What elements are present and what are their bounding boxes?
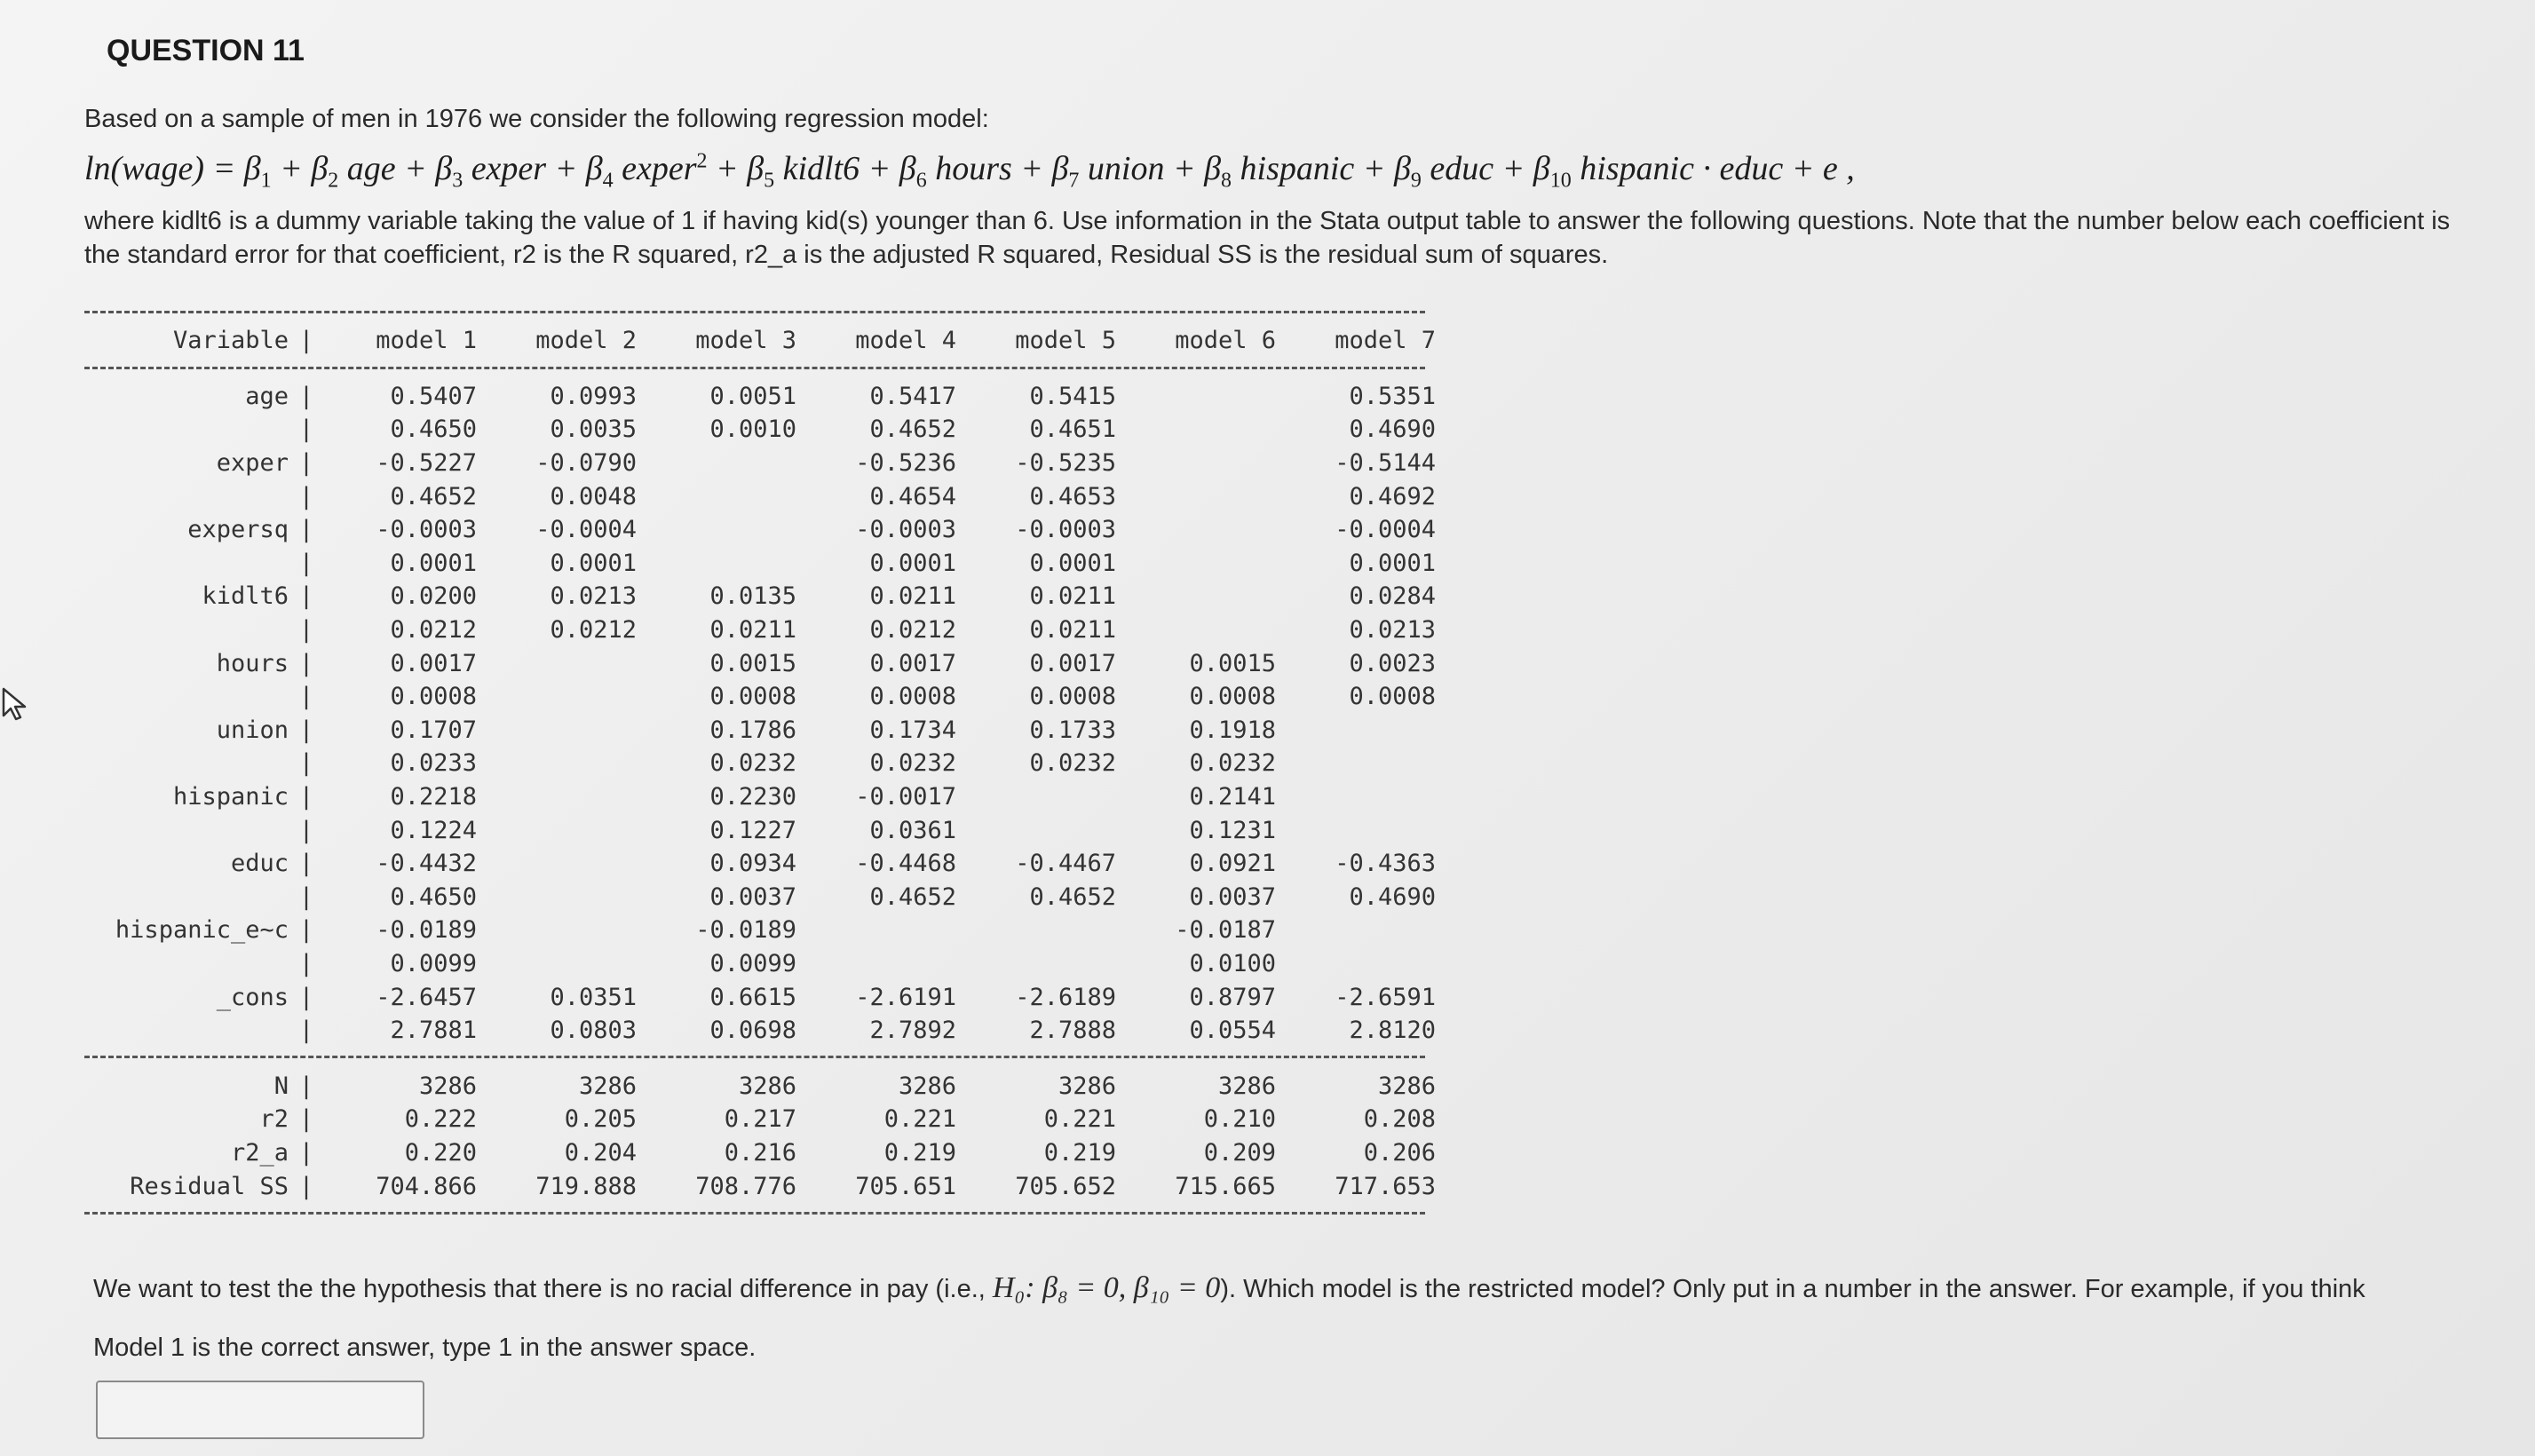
cell-model-4: 0.4652 bbox=[869, 415, 956, 444]
cell-model-6: 0.8797 bbox=[1189, 983, 1276, 1011]
cell-model-2 bbox=[477, 914, 637, 947]
column-separator: | bbox=[298, 482, 314, 510]
cell-model-3: 708.776 bbox=[695, 1172, 796, 1200]
cell-model-3: 3286 bbox=[738, 1072, 796, 1100]
cell-model-2: 0.0001 bbox=[550, 549, 637, 577]
cell-model-4: 0.4654 bbox=[869, 482, 956, 510]
cell-model-7 bbox=[1276, 780, 1436, 814]
cell-model-2: 0.205 bbox=[564, 1105, 637, 1134]
column-separator: | bbox=[298, 1105, 314, 1134]
cell-model-7: 0.4690 bbox=[1349, 415, 1436, 444]
column-separator: | bbox=[298, 582, 314, 611]
cell-model-4: -0.0003 bbox=[855, 516, 956, 544]
cell-model-7: 0.206 bbox=[1363, 1138, 1436, 1167]
cell-model-3: 0.0211 bbox=[709, 616, 796, 645]
cell-model-4: 0.0212 bbox=[869, 616, 956, 645]
row-variable-label bbox=[84, 881, 296, 914]
cell-model-1: 0.2218 bbox=[390, 783, 477, 811]
cell-model-6: 3286 bbox=[1217, 1072, 1276, 1100]
cell-model-5: 3286 bbox=[1058, 1072, 1116, 1100]
cell-model-7: 3286 bbox=[1377, 1072, 1436, 1100]
cell-model-3: 0.0037 bbox=[709, 882, 796, 911]
regression-equation: ln(wage) = $\beta_1 + \beta_2$ age + $\beta_3$ exper + $\beta_4$ exper$^2$ + $\beta_5$ kidlt6 + $\beta_6$ hours + $\beta_7$ union + $\beta_8$ hispanic + $\beta_9$ educ + $\beta_{10}$ hispanic · educ + e , bbox=[84, 149, 1855, 193]
row-variable-label: hispanic_e~c bbox=[115, 916, 289, 945]
cell-model-7: 0.0008 bbox=[1349, 683, 1436, 711]
table-row bbox=[84, 447, 1436, 480]
row-variable-label: kidlt6 bbox=[202, 582, 289, 611]
column-separator: | bbox=[298, 949, 314, 977]
cell-model-7: -0.4363 bbox=[1335, 850, 1436, 878]
cell-model-7 bbox=[1276, 947, 1436, 981]
cell-model-3: 0.1227 bbox=[709, 816, 796, 844]
cell-model-3: 0.0099 bbox=[709, 949, 796, 977]
cell-model-7 bbox=[1276, 714, 1436, 748]
cell-model-3: 0.6615 bbox=[709, 983, 796, 1011]
table-row bbox=[84, 1136, 1436, 1170]
question-intro: Based on a sample of men in 1976 we consider the following regression model: bbox=[84, 105, 989, 133]
cell-model-1: 0.0200 bbox=[390, 582, 477, 611]
cell-model-2: 0.0035 bbox=[550, 415, 637, 444]
column-separator: | bbox=[298, 649, 314, 677]
cell-model-6: 0.0554 bbox=[1189, 1017, 1276, 1045]
cell-model-1: -0.0003 bbox=[376, 516, 477, 544]
cell-model-3: 0.0698 bbox=[709, 1017, 796, 1045]
table-row bbox=[84, 1169, 1436, 1203]
cell-model-2: 0.0993 bbox=[550, 382, 637, 410]
cell-model-2: 0.0351 bbox=[550, 983, 637, 1011]
column-separator: | bbox=[298, 516, 314, 544]
cell-model-4: -0.5236 bbox=[855, 449, 956, 478]
cell-model-1: 0.0233 bbox=[390, 749, 477, 778]
row-variable-label: N bbox=[273, 1072, 289, 1100]
cell-model-1: -2.6457 bbox=[376, 983, 477, 1011]
mouse-cursor-icon bbox=[0, 685, 32, 721]
row-variable-label: age bbox=[245, 382, 289, 410]
cell-model-1: -0.5227 bbox=[376, 449, 477, 478]
cell-model-2 bbox=[477, 680, 637, 714]
column-separator: | bbox=[298, 749, 314, 778]
cell-model-5: 0.0211 bbox=[1029, 616, 1116, 645]
cell-model-4: 0.0232 bbox=[869, 749, 956, 778]
table-row bbox=[84, 780, 1436, 814]
table-row bbox=[84, 646, 1436, 680]
table-row bbox=[84, 513, 1436, 547]
cell-model-7: -0.0004 bbox=[1335, 516, 1436, 544]
cell-model-3: 0.216 bbox=[724, 1138, 796, 1167]
cell-model-3 bbox=[637, 513, 796, 547]
row-variable-label bbox=[84, 1014, 296, 1048]
cell-model-7 bbox=[1276, 813, 1436, 847]
cell-model-5: -0.4467 bbox=[1015, 850, 1116, 878]
cell-model-2: 0.0213 bbox=[550, 582, 637, 611]
cell-model-7: -0.5144 bbox=[1335, 449, 1436, 478]
cell-model-7 bbox=[1276, 914, 1436, 947]
cell-model-2 bbox=[477, 714, 637, 748]
row-variable-label bbox=[84, 413, 296, 447]
cell-model-3: 0.0010 bbox=[709, 415, 796, 444]
cell-model-5: 0.0211 bbox=[1029, 582, 1116, 611]
hypothesis-instruction: Model 1 is the correct answer, type 1 in the answer space. bbox=[93, 1333, 757, 1362]
table-row bbox=[84, 1069, 1436, 1103]
cell-model-5: 0.4651 bbox=[1029, 415, 1116, 444]
table-row bbox=[84, 947, 1436, 981]
cell-model-2 bbox=[477, 813, 637, 847]
row-variable-label: r2_a bbox=[230, 1138, 289, 1167]
header-model-2: model 2 bbox=[535, 327, 637, 355]
cell-model-1: 2.7881 bbox=[390, 1017, 477, 1045]
cell-model-6: 0.209 bbox=[1203, 1138, 1276, 1167]
answer-input[interactable] bbox=[96, 1381, 424, 1439]
cell-model-4: 0.0017 bbox=[869, 649, 956, 677]
cell-model-4: 0.221 bbox=[883, 1105, 956, 1134]
cell-model-5 bbox=[956, 813, 1116, 847]
cell-model-1: -0.0189 bbox=[376, 916, 477, 945]
cell-model-5: 705.652 bbox=[1015, 1172, 1116, 1200]
cell-model-1: 0.0008 bbox=[390, 683, 477, 711]
cell-model-6 bbox=[1116, 447, 1276, 480]
cell-model-4: 3286 bbox=[898, 1072, 956, 1100]
cell-model-3: 0.2230 bbox=[709, 783, 796, 811]
cell-model-1: 704.866 bbox=[376, 1172, 477, 1200]
cell-model-3 bbox=[637, 479, 796, 513]
cell-model-6: 0.0008 bbox=[1189, 683, 1276, 711]
cell-model-5: 2.7888 bbox=[1029, 1017, 1116, 1045]
cell-model-2 bbox=[477, 780, 637, 814]
cell-model-4: 0.0361 bbox=[869, 816, 956, 844]
question-description: where kidlt6 is a dummy variable taking the value of 1 if having kid(s) younger than 6. Use information in the Stata output table to answer the following questions. Note that the number below each coefficient is the standard error for that coefficient, r2 is the R squared, r2_a is the adjusted R squared, Residual SS is the residual sum of squares. bbox=[84, 207, 2451, 269]
cell-model-3: -0.0189 bbox=[695, 916, 796, 945]
hypothesis-math: H₀: β₈ = 0, β₁₀ = 0 bbox=[992, 1271, 1221, 1304]
row-variable-label: exper bbox=[216, 449, 289, 478]
cell-model-6: 0.2141 bbox=[1189, 783, 1276, 811]
column-separator: | bbox=[298, 783, 314, 811]
table-divider bbox=[84, 367, 1425, 371]
cell-model-2: 3286 bbox=[578, 1072, 637, 1100]
cell-model-1: 0.0212 bbox=[390, 616, 477, 645]
column-separator: | bbox=[298, 716, 314, 744]
column-separator: | bbox=[298, 1172, 314, 1200]
cell-model-5: -2.6189 bbox=[1015, 983, 1116, 1011]
cell-model-2: 0.0048 bbox=[550, 482, 637, 510]
table-row bbox=[84, 413, 1436, 447]
cell-model-4: 0.4652 bbox=[869, 882, 956, 911]
row-variable-label: r2 bbox=[259, 1105, 289, 1134]
cell-model-4: 0.0001 bbox=[869, 549, 956, 577]
statistics-table bbox=[84, 1069, 1436, 1202]
table-row bbox=[84, 1014, 1436, 1048]
cell-model-7: 0.0001 bbox=[1349, 549, 1436, 577]
cell-model-6 bbox=[1116, 479, 1276, 513]
table-row bbox=[84, 580, 1436, 613]
table-row bbox=[84, 980, 1436, 1014]
column-separator: | bbox=[298, 449, 314, 478]
cell-model-1: 0.1224 bbox=[390, 816, 477, 844]
cell-model-1: 0.1707 bbox=[390, 716, 477, 744]
hypothesis-question bbox=[93, 1271, 2508, 1306]
cell-model-6: 0.210 bbox=[1203, 1105, 1276, 1134]
hypothesis-text: We want to test the the hypothesis that there is no racial difference in pay (i.e., bbox=[93, 1275, 986, 1303]
cell-model-2: 0.0212 bbox=[550, 616, 637, 645]
cell-model-6 bbox=[1116, 547, 1276, 581]
row-variable-label bbox=[84, 547, 296, 581]
cell-model-7: 717.653 bbox=[1335, 1172, 1436, 1200]
cell-model-5: 0.1733 bbox=[1029, 716, 1116, 744]
cell-model-2 bbox=[477, 747, 637, 780]
cell-model-5: -0.0003 bbox=[1015, 516, 1116, 544]
cell-model-1: 0.220 bbox=[404, 1138, 477, 1167]
cell-model-3: 0.0051 bbox=[709, 382, 796, 410]
cell-model-6: 715.665 bbox=[1175, 1172, 1276, 1200]
cell-model-5 bbox=[956, 947, 1116, 981]
cell-model-4: 0.5417 bbox=[869, 382, 956, 410]
column-separator: | bbox=[298, 415, 314, 444]
table-row bbox=[84, 914, 1436, 947]
cell-model-5: 0.0001 bbox=[1029, 549, 1116, 577]
cell-model-7: 0.0284 bbox=[1349, 582, 1436, 611]
cell-model-6: -0.0187 bbox=[1175, 916, 1276, 945]
cell-model-1: 0.5407 bbox=[390, 382, 477, 410]
cell-model-6: 0.0015 bbox=[1189, 649, 1276, 677]
cell-model-6: 0.1918 bbox=[1189, 716, 1276, 744]
cell-model-4: 0.0211 bbox=[869, 582, 956, 611]
cell-model-3 bbox=[637, 447, 796, 480]
cell-model-6 bbox=[1116, 380, 1276, 414]
cell-model-2: 0.204 bbox=[564, 1138, 637, 1167]
header-model-5: model 5 bbox=[1015, 327, 1116, 355]
header-model-4: model 4 bbox=[855, 327, 956, 355]
cell-model-5: 0.5415 bbox=[1029, 382, 1116, 410]
cell-model-6: 0.0232 bbox=[1189, 749, 1276, 778]
row-variable-label bbox=[84, 813, 296, 847]
cell-model-5: 0.0017 bbox=[1029, 649, 1116, 677]
cell-model-7: 0.4690 bbox=[1349, 882, 1436, 911]
cell-model-4 bbox=[796, 947, 956, 981]
cell-model-3: 0.0934 bbox=[709, 850, 796, 878]
row-variable-label: union bbox=[216, 716, 289, 744]
cell-model-1: 0.0001 bbox=[390, 549, 477, 577]
column-separator: | bbox=[298, 850, 314, 878]
cell-model-3: 0.0008 bbox=[709, 683, 796, 711]
cell-model-4: 0.1734 bbox=[869, 716, 956, 744]
cell-model-7: 2.8120 bbox=[1349, 1017, 1436, 1045]
table-row bbox=[84, 813, 1436, 847]
table-row bbox=[84, 680, 1436, 714]
cell-model-2 bbox=[477, 947, 637, 981]
cell-model-4: -2.6191 bbox=[855, 983, 956, 1011]
row-variable-label: Residual SS bbox=[130, 1172, 289, 1200]
cell-model-2 bbox=[477, 847, 637, 881]
table-row bbox=[84, 881, 1436, 914]
cell-model-7: 0.5351 bbox=[1349, 382, 1436, 410]
cell-model-7: -2.6591 bbox=[1335, 983, 1436, 1011]
cell-model-4: -0.0017 bbox=[855, 783, 956, 811]
header-model-6: model 6 bbox=[1175, 327, 1276, 355]
cell-model-4: 2.7892 bbox=[869, 1017, 956, 1045]
cell-model-6: 0.0921 bbox=[1189, 850, 1276, 878]
cell-model-7: 0.0023 bbox=[1349, 649, 1436, 677]
row-variable-label bbox=[84, 479, 296, 513]
table-divider bbox=[84, 1056, 1425, 1060]
cell-model-3: 0.217 bbox=[724, 1105, 796, 1134]
cell-model-6: 0.0037 bbox=[1189, 882, 1276, 911]
table-row bbox=[84, 1103, 1436, 1136]
row-variable-label: _cons bbox=[216, 983, 289, 1011]
cell-model-3: 0.1786 bbox=[709, 716, 796, 744]
cell-model-1: -0.4432 bbox=[376, 850, 477, 878]
cell-model-3: 0.0232 bbox=[709, 749, 796, 778]
table-header-row bbox=[84, 324, 1436, 358]
table-divider bbox=[84, 311, 1425, 315]
cell-model-6 bbox=[1116, 413, 1276, 447]
cell-model-2: -0.0790 bbox=[535, 449, 637, 478]
column-separator: | bbox=[298, 1017, 314, 1045]
header-model-1: model 1 bbox=[376, 327, 477, 355]
column-separator: | bbox=[298, 683, 314, 711]
column-separator: | bbox=[298, 816, 314, 844]
cell-model-6 bbox=[1116, 513, 1276, 547]
cell-model-7 bbox=[1276, 747, 1436, 780]
cell-model-1: 0.4652 bbox=[390, 482, 477, 510]
table-row bbox=[84, 547, 1436, 581]
header-model-3: model 3 bbox=[695, 327, 796, 355]
row-variable-label bbox=[84, 613, 296, 647]
cell-model-4: 0.0008 bbox=[869, 683, 956, 711]
cell-model-6 bbox=[1116, 613, 1276, 647]
column-separator: | bbox=[298, 327, 314, 355]
table-row bbox=[84, 714, 1436, 748]
coefficient-table bbox=[84, 380, 1436, 1048]
table-row bbox=[84, 380, 1436, 414]
cell-model-1: 3286 bbox=[418, 1072, 477, 1100]
cell-model-1: 0.0017 bbox=[390, 649, 477, 677]
row-variable-label bbox=[84, 947, 296, 981]
row-variable-label: hispanic bbox=[172, 783, 289, 811]
cell-model-4: 705.651 bbox=[855, 1172, 956, 1200]
cell-model-5: 0.4652 bbox=[1029, 882, 1116, 911]
cell-model-4 bbox=[796, 914, 956, 947]
column-separator: | bbox=[298, 983, 314, 1011]
cell-model-1: 0.4650 bbox=[390, 882, 477, 911]
stata-header-table bbox=[84, 324, 1436, 358]
cell-model-1: 0.4650 bbox=[390, 415, 477, 444]
row-variable-label: educ bbox=[230, 850, 289, 878]
cell-model-7: 0.0213 bbox=[1349, 616, 1436, 645]
table-row bbox=[84, 479, 1436, 513]
column-separator: | bbox=[298, 882, 314, 911]
column-separator: | bbox=[298, 549, 314, 577]
column-separator: | bbox=[298, 1072, 314, 1100]
cell-model-3 bbox=[637, 547, 796, 581]
cell-model-6: 0.0100 bbox=[1189, 949, 1276, 977]
row-variable-label: hours bbox=[216, 649, 289, 677]
header-variable: Variable bbox=[172, 327, 289, 355]
column-separator: | bbox=[298, 616, 314, 645]
cell-model-4: -0.4468 bbox=[855, 850, 956, 878]
table-row bbox=[84, 747, 1436, 780]
cell-model-5: 0.219 bbox=[1043, 1138, 1116, 1167]
cell-model-3: 0.0015 bbox=[709, 649, 796, 677]
cell-model-2: -0.0004 bbox=[535, 516, 637, 544]
header-model-7: model 7 bbox=[1335, 327, 1436, 355]
table-divider bbox=[84, 1212, 1425, 1216]
row-variable-label: expersq bbox=[187, 516, 289, 544]
cell-model-5 bbox=[956, 914, 1116, 947]
hypothesis-text-after: ). Which model is the restricted model? Only put in a number in the answer. For example, if you think bbox=[1220, 1275, 2365, 1303]
cell-model-1: 0.222 bbox=[404, 1105, 477, 1134]
cell-model-6: 0.1231 bbox=[1189, 816, 1276, 844]
cell-model-5 bbox=[956, 780, 1116, 814]
cell-model-5: -0.5235 bbox=[1015, 449, 1116, 478]
cell-model-7: 0.4692 bbox=[1349, 482, 1436, 510]
column-separator: | bbox=[298, 916, 314, 945]
cell-model-5: 0.0008 bbox=[1029, 683, 1116, 711]
cell-model-2: 719.888 bbox=[535, 1172, 637, 1200]
table-row bbox=[84, 613, 1436, 647]
cell-model-2 bbox=[477, 646, 637, 680]
row-variable-label bbox=[84, 680, 296, 714]
cell-model-2: 0.0803 bbox=[550, 1017, 637, 1045]
column-separator: | bbox=[298, 1138, 314, 1167]
row-variable-label bbox=[84, 747, 296, 780]
cell-model-4: 0.219 bbox=[883, 1138, 956, 1167]
cell-model-2 bbox=[477, 881, 637, 914]
cell-model-5: 0.0232 bbox=[1029, 749, 1116, 778]
cell-model-3: 0.0135 bbox=[709, 582, 796, 611]
cell-model-5: 0.221 bbox=[1043, 1105, 1116, 1134]
cell-model-5: 0.4653 bbox=[1029, 482, 1116, 510]
cell-model-6 bbox=[1116, 580, 1276, 613]
column-separator: | bbox=[298, 382, 314, 410]
table-row bbox=[84, 847, 1436, 881]
cell-model-1: 0.0099 bbox=[390, 949, 477, 977]
question-title: QUESTION 11 bbox=[107, 34, 305, 67]
stata-output-table bbox=[84, 302, 1436, 1225]
cell-model-7: 0.208 bbox=[1363, 1105, 1436, 1134]
